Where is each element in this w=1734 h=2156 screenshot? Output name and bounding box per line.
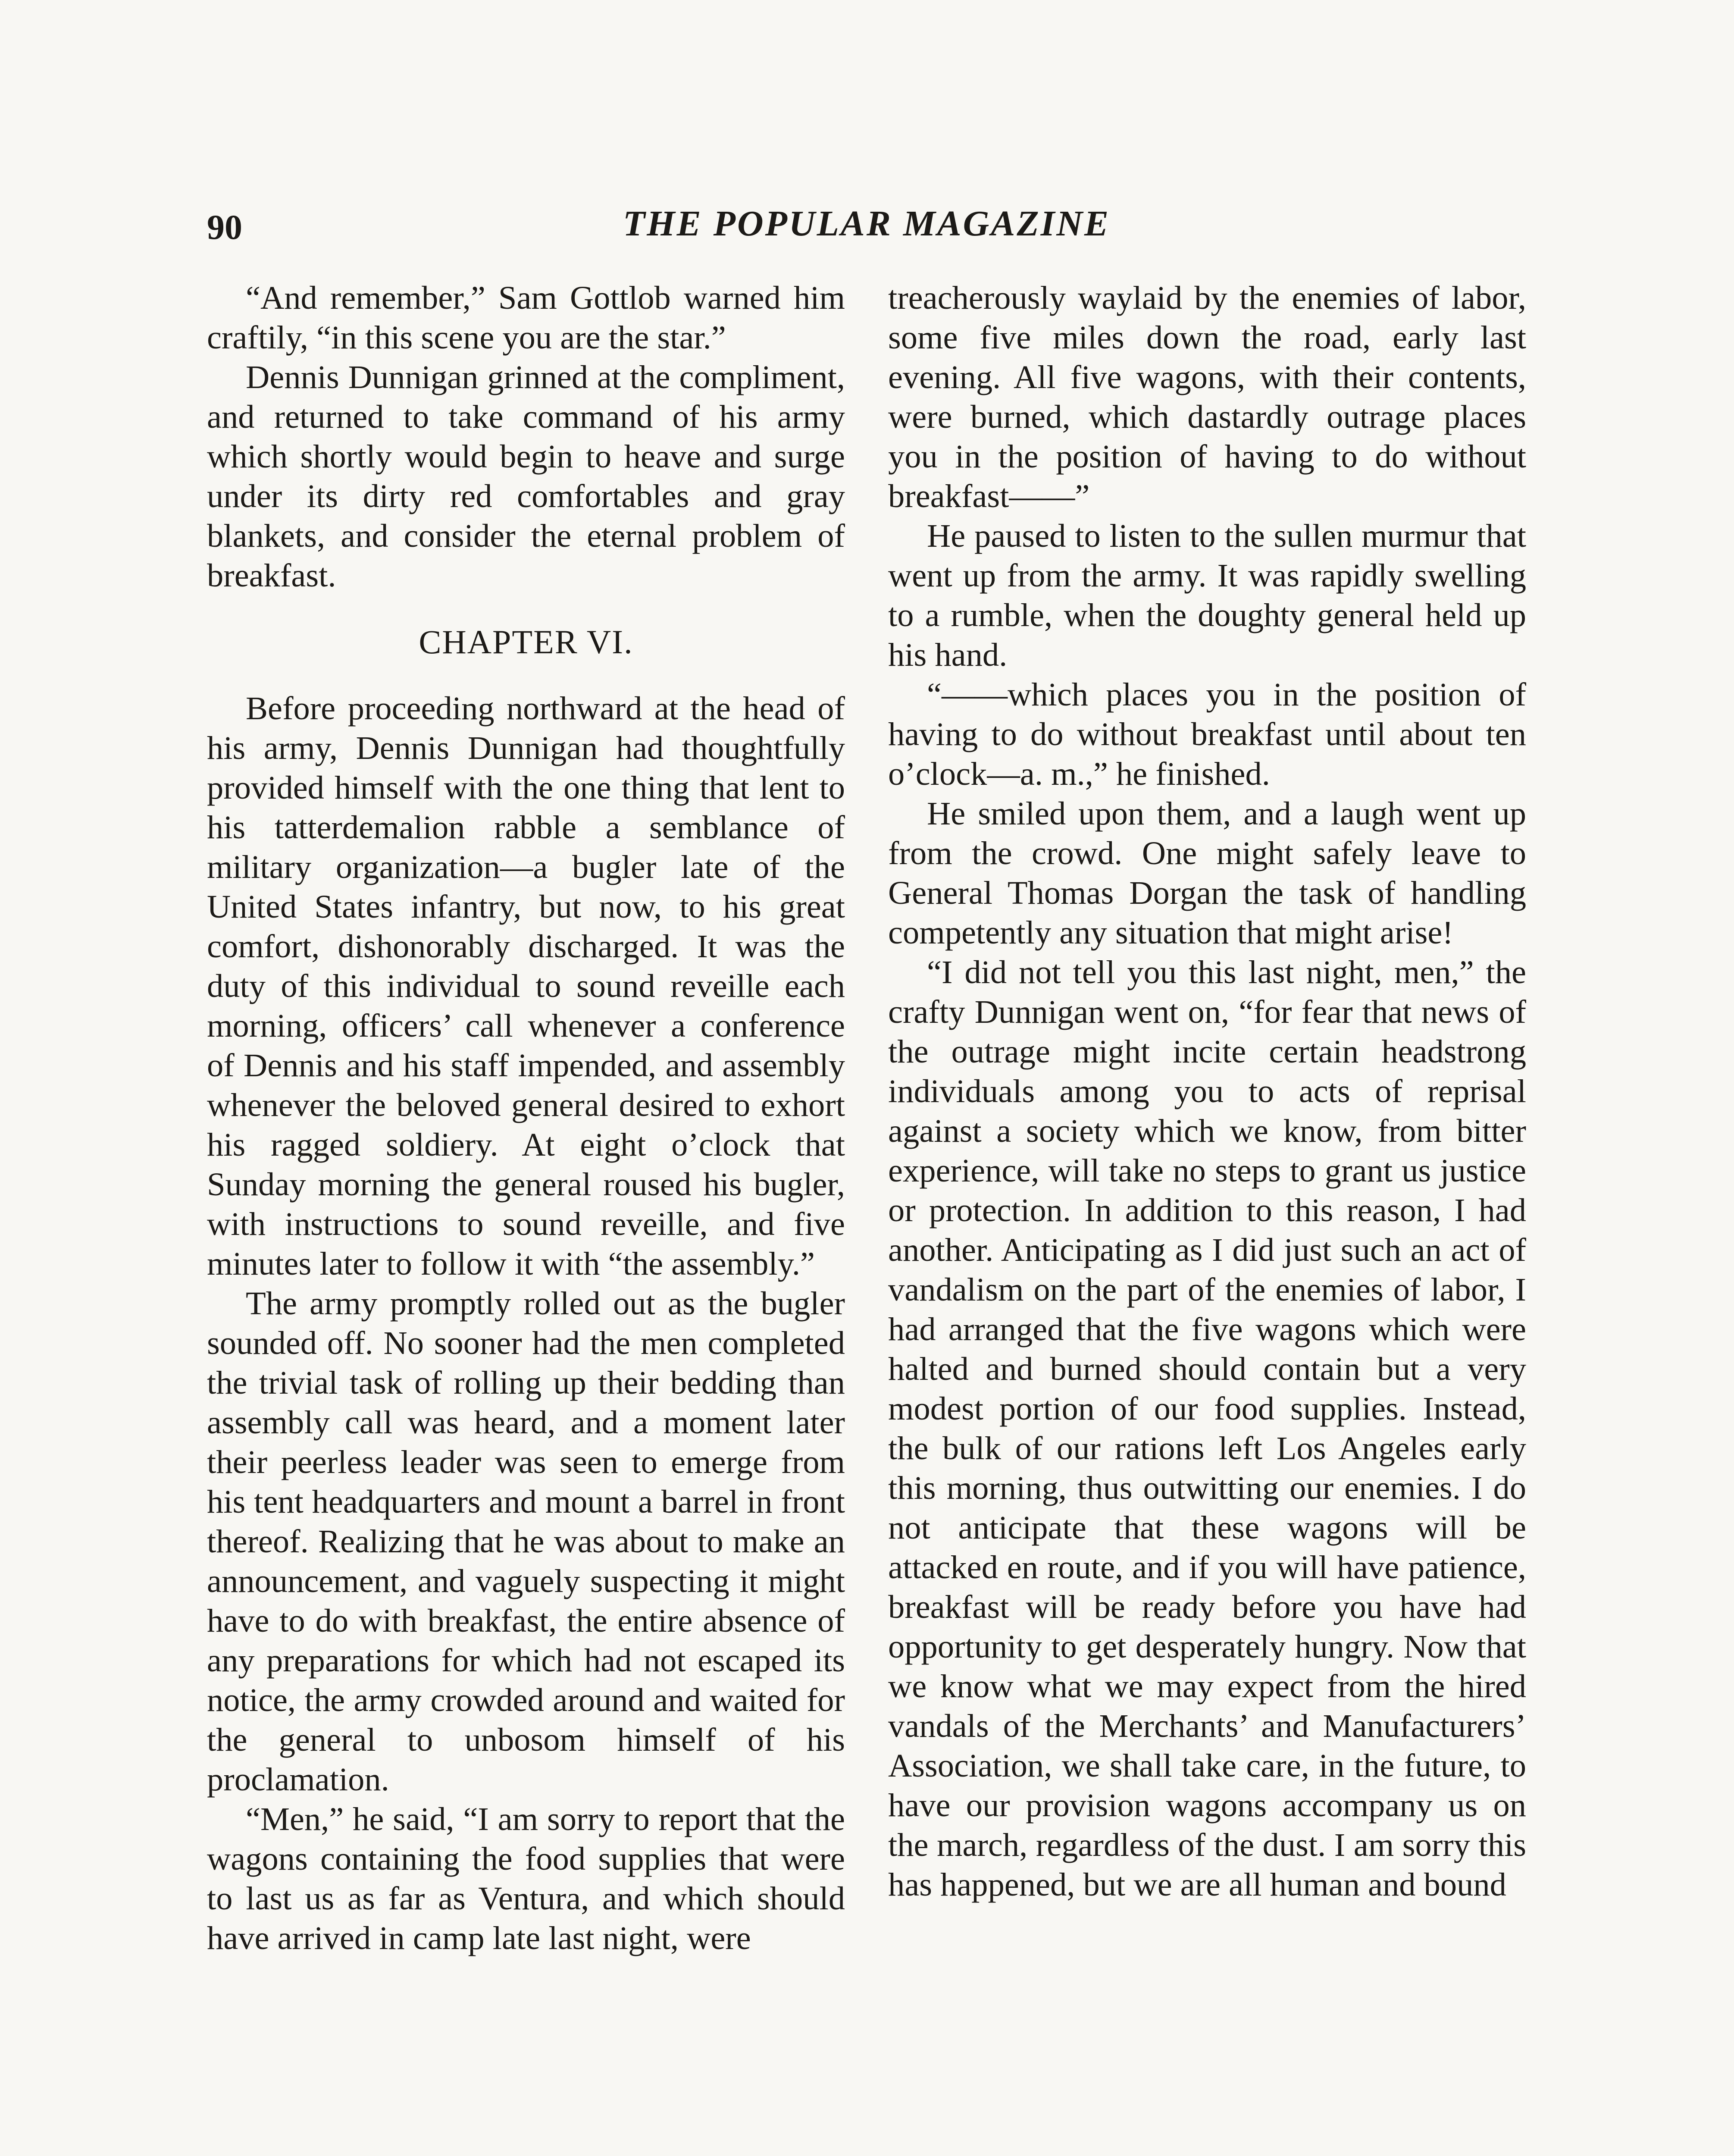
paragraph: The army promptly rolled out as the bugler sounded off. No sooner had the men completed the trivial task of rolling up their bedding than assembly call was heard, and a moment later their peerless leader was seen to emerge from his tent headquarters and mount a barrel in front thereof. Realizing that he was about to make an announcement, and vaguely suspecting it might have to do with breakfast, the entire absence of any preparations for which had not escaped its notice, the army crowded around and waited for the general to unbosom himself of his proclamation. bbox=[207, 1285, 845, 1798]
page-header bbox=[207, 203, 1526, 259]
paragraph: treacherously waylaid by the enemies of labor, some five miles down the road, early last evening. All five wagons, with their contents, were burned, which dastardly outrage places you in the position of having to do without breakfast——” bbox=[888, 279, 1526, 514]
paragraph: “I did not tell you this last night, men,” the crafty Dunnigan went on, “for fear that news of the outrage might incite certain headstrong individuals among you to acts of reprisal against a society which we know, from bitter experience, will take no steps to grant us justice or protection. In addition to this reason, I had another. Anticipating as I did just such an act of vandalism on the part of the enemies of labor, I had arranged that the five wagons which were halted and burned should contain but a very modest portion of our food supplies. Instead, the bulk of our rations left Los Angeles early this morning, thus outwitting our enemies. I do not anticipate that these wagons will be attacked en route, and if you will have patience, breakfast will be ready before you have had opportunity to get desperately hungry. Now that we know what we may expect from the hired vandals of the Merchants’ and Manufacturers’ Association, we shall take care, in the future, to have our provision wagons accompany us on the march, regardless of the dust. I am sorry this has happened, but we are all human and bound bbox=[888, 954, 1526, 1903]
paragraph: Dennis Dunnigan grinned at the compliment, and returned to take command of his army which shortly would begin to heave and surge under its dirty red comfortables and gray blankets, and consider the eternal problem of breakfast. bbox=[207, 359, 845, 594]
running-title: THE POPULAR MAGAZINE bbox=[623, 204, 1111, 244]
chapter-heading: CHAPTER VI. bbox=[419, 623, 633, 661]
page-number: 90 bbox=[207, 207, 242, 247]
paragraph: He paused to listen to the sullen murmur that went up from the army. It was rapidly swelling to a rumble, when the doughty general held up his hand. bbox=[888, 517, 1526, 673]
paragraph: “Men,” he said, “I am sorry to report that the wagons containing the food supplies that were to last us as far as Ventura, and which should have arrived in camp late last night, were bbox=[207, 1801, 845, 1956]
right-column bbox=[888, 278, 1526, 1905]
paragraph: Before proceeding northward at the head of his army, Dennis Dunnigan had thoughtfully provided himself with the one thing that lent to his tatterdemalion rabble a semblance of military organization—a bugler late of the United States infantry, but now, to his great comfort, dishonorably discharged. It was the duty of this individual to sound reveille each morning, officers’ call whenever a conference of Dennis and his staff impended, and assembly whenever the beloved general desired to exhort his ragged soldiery. At eight o’clock that Sunday morning the general roused his bugler, with instructions to sound reveille, and five minutes later to follow it with “the assembly.” bbox=[207, 690, 845, 1282]
paragraph: “——which places you in the position of having to do without breakfast until about ten o’clock—a. m.,” he finished. bbox=[888, 676, 1526, 792]
left-column bbox=[207, 278, 845, 1958]
paragraph: “And remember,” Sam Gottlob warned him craftily, “in this scene you are the star.” bbox=[207, 279, 845, 356]
paragraph: He smiled upon them, and a laugh went up from the crowd. One might safely leave to General Thomas Dorgan the task of handling competently any situation that might arise! bbox=[888, 795, 1526, 951]
